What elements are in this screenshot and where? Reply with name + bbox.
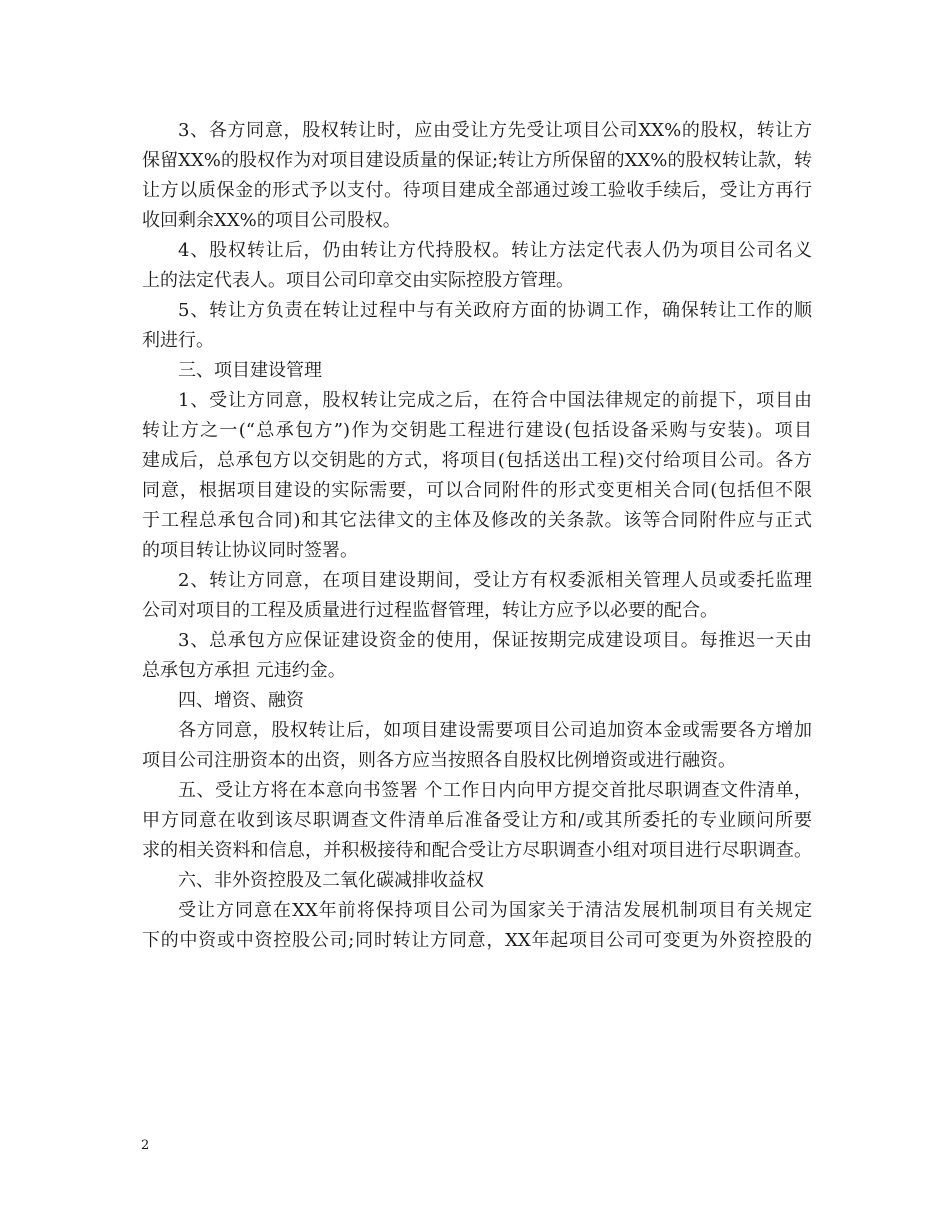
text-line: 各方同意，股权转让后，如项目建设需要项目公司追加资本金或需要各方增加 — [178, 720, 812, 741]
text-line: 2、转让方同意，在项目建设期间，受让方有权委派相关管理人员或委托监理 — [178, 570, 812, 591]
text-line: 1、受让方同意，股权转让完成之后，在符合中国法律规定的前提下，项目由 — [178, 390, 812, 411]
text-line: 转让方之一(“总承包方”)作为交钥匙工程进行建设(包括设备采购与安装)。项目 — [142, 420, 812, 441]
text-line: 利进行。 — [142, 330, 214, 351]
text-line: 四、增资、融资 — [178, 690, 304, 711]
document-body — [142, 116, 812, 956]
text-line: 甲方同意在收到该尽职调查文件清单后准备受让方和/或其所委托的专业顾问所要 — [142, 810, 812, 831]
text-line: 总承包方承担 元违约金。 — [142, 660, 346, 681]
page-number: 2 — [141, 1138, 150, 1153]
text-line: 三、项目建设管理 — [178, 360, 322, 381]
text-line: 公司对项目的工程及质量进行过程监督管理，转让方应予以必要的配合。 — [142, 600, 718, 621]
text-line: 的项目转让协议同时签署。 — [142, 540, 358, 561]
text-line: 五、受让方将在本意向书签署 个工作日内向甲方提交首批尽职调查文件清单， — [178, 780, 812, 801]
text-line: 项目公司注册资本的出资，则各方应当按照各自股权比例增资或进行融资。 — [142, 750, 736, 771]
text-line: 3、各方同意，股权转让时，应由受让方先受让项目公司XX%的股权，转让方 — [178, 120, 812, 141]
text-line: 收回剩余XX%的项目公司股权。 — [142, 210, 401, 231]
text-line: 上的法定代表人。项目公司印章交由实际控股方管理。 — [142, 270, 574, 291]
text-line: 求的相关资料和信息，并积极接待和配合受让方尽职调查小组对项目进行尽职调查。 — [142, 840, 812, 861]
text-line: 保留XX%的股权作为对项目建设质量的保证;转让方所保留的XX%的股权转让款，转 — [142, 150, 812, 171]
text-line: 下的中资或中资控股公司;同时转让方同意，XX年起项目公司可变更为外资控股的 — [142, 930, 812, 951]
text-line: 受让方同意在XX年前将保持项目公司为国家关于清洁发展机制项目有关规定 — [178, 900, 812, 921]
text-line: 4、股权转让后，仍由转让方代持股权。转让方法定代表人仍为项目公司名义 — [178, 240, 812, 261]
text-line: 5、转让方负责在转让过程中与有关政府方面的协调工作，确保转让工作的顺 — [178, 300, 812, 321]
text-line: 六、非外资控股及二氧化碳减排收益权 — [178, 870, 484, 891]
text-line: 让方以质保金的形式予以支付。待项目建成全部通过竣工验收手续后，受让方再行 — [142, 180, 812, 201]
text-line: 同意，根据项目建设的实际需要，可以合同附件的形式变更相关合同(包括但不限 — [142, 480, 812, 501]
text-line: 于工程总承包合同)和其它法律文的主体及修改的关条款。该等合同附件应与正式 — [142, 510, 812, 531]
text-line: 建成后，总承包方以交钥匙的方式，将项目(包括送出工程)交付给项目公司。各方 — [142, 450, 812, 471]
text-line: 3、总承包方应保证建设资金的使用，保证按期完成建设项目。每推迟一天由 — [178, 630, 812, 651]
